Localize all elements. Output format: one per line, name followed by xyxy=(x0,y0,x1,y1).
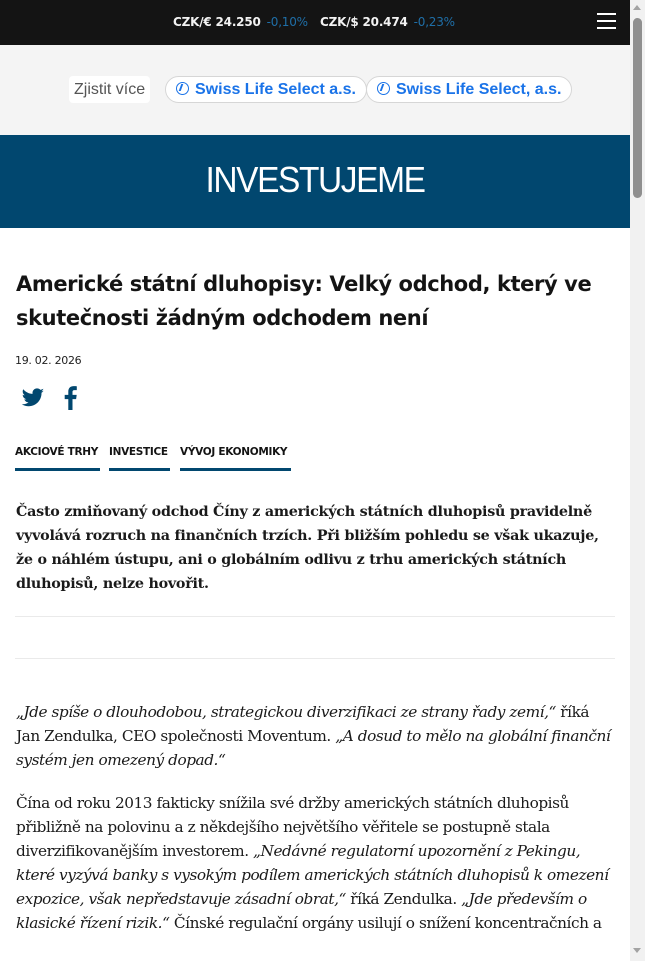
chip-label: Swiss Life Select, a.s. xyxy=(396,81,562,98)
scroll-down-arrow-icon[interactable] xyxy=(633,948,641,953)
text: říká Jan Zendulka, CEO společnosti Moventum. xyxy=(16,703,590,745)
hamburger-icon[interactable] xyxy=(597,13,617,31)
article-lead: Často zmiňovaný odchod Číny z amerických státních dluhopisů pravidelně vyvolává rozruch na finančních trzích. Při bližším pohledu se však ukazuje, že o náhlém ústupu, ani o globálním odlivu z trhu amerických státních dluhopisů, nelze hovořit. xyxy=(16,504,599,592)
ticker-eur xyxy=(173,15,308,29)
ticker-change: -0,23% xyxy=(413,15,455,29)
scrollbar-thumb[interactable] xyxy=(633,18,642,198)
ad-strip xyxy=(0,45,630,135)
text: říká Zendulka. xyxy=(345,890,462,908)
divider xyxy=(15,658,615,659)
chip-label: Swiss Life Select a.s. xyxy=(195,81,356,98)
bolt-circle-icon xyxy=(377,82,390,95)
ticker-change: -0,10% xyxy=(266,15,308,29)
scroll-up-arrow-icon[interactable] xyxy=(633,5,641,10)
learn-more-label[interactable]: Zjistit více xyxy=(69,76,150,103)
twitter-icon[interactable] xyxy=(21,386,45,412)
site-logo[interactable]: INVESTUJEME xyxy=(205,159,425,200)
article-paragraph xyxy=(16,791,616,935)
ticker-usd xyxy=(320,15,455,29)
quote: „Jde spíše o dlouhodobou, strategickou diverzifikaci ze strany řady zemí,“ xyxy=(16,703,556,721)
article-title: Americké státní dluhopisy: Velký odchod, který ve skutečnosti žádným odchodem není xyxy=(16,272,592,330)
ticker-pair: CZK/€ 24.250 xyxy=(173,15,261,29)
page-scrollbar[interactable] xyxy=(630,0,645,961)
divider xyxy=(15,616,615,617)
quote: „Jde především o klasické řízení rizik.“ xyxy=(16,890,587,932)
text: Čína od roku 2013 fakticky snížila své držby amerických státních dluhopisů přibližně na polovinu a z někdejšího největšího věřitele se postupně stala diverzifikovanějším investorem. xyxy=(16,794,569,860)
tag-investice[interactable]: INVESTICE xyxy=(109,446,170,471)
tag-vyvoj-ekonomiky[interactable]: VÝVOJ EKONOMIKY xyxy=(180,446,291,471)
article-date: 19. 02. 2026 xyxy=(15,354,82,367)
tag-akciove-trhy[interactable]: AKCIOVÉ TRHY xyxy=(15,446,100,471)
text: Čínské regulační orgány usilují o snížení koncentračních a xyxy=(169,914,602,932)
quote: „A dosud to mělo na globální finanční systém jen omezený dopad.“ xyxy=(16,727,611,769)
article-paragraph xyxy=(16,700,616,772)
top-bar xyxy=(0,0,630,45)
facebook-icon[interactable] xyxy=(62,386,86,412)
quote: „Nedávné regulatorní upozornění z Pekingu, které vyzývá banky s vysokým podílem amerických státních dluhopisů k omezení expozice, však nepředstavuje zásadní obrat,“ xyxy=(16,842,609,908)
ad-chip-swiss-life-2[interactable] xyxy=(366,76,572,103)
ad-chip-swiss-life-1[interactable] xyxy=(165,76,367,103)
ticker-pair: CZK/$ 20.474 xyxy=(320,15,408,29)
bolt-circle-icon xyxy=(176,82,189,95)
brand-header xyxy=(0,135,630,228)
